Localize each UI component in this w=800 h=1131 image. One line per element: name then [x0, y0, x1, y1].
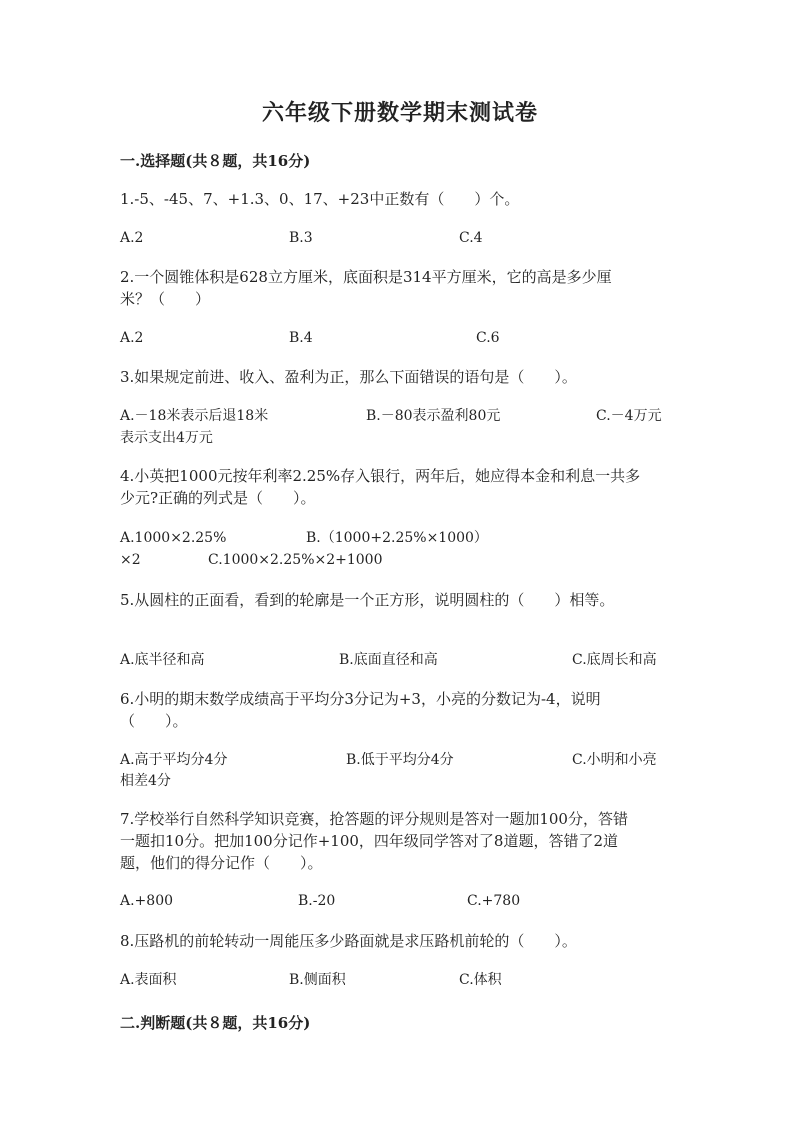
option-a: A.高于平均分4分: [120, 752, 228, 768]
question-stem-line: 3.如果规定前进、收入、盈利为正，那么下面错误的语句是（ ）。: [120, 368, 577, 386]
question-6: [120, 688, 680, 732]
question-8: [120, 930, 680, 952]
section-heading-choice: 一.选择题(共８题，共16分): [120, 152, 311, 170]
question-3: [120, 366, 680, 388]
option-c: C.6: [476, 330, 500, 346]
option-c: C.+780: [467, 893, 521, 909]
option-c: C.－4万元: [596, 408, 662, 424]
question-stem-line: 2.一个圆锥体积是628立方厘米，底面积是314平方厘米，它的高是多少厘: [120, 268, 612, 286]
question-stem-line: （ ）。: [120, 712, 188, 730]
question-stem-line: 8.压路机的前轮转动一周能压多少路面就是求压路机前轮的（ ）。: [120, 932, 577, 950]
section-heading-judgement: 二.判断题(共８题，共16分): [120, 1014, 311, 1032]
option-c: C.小明和小亮: [572, 752, 657, 768]
option-b: B.-20: [298, 893, 336, 909]
option-a: A.1000×2.25%: [120, 530, 227, 546]
question-5: [120, 589, 680, 611]
question-stem-line: 题，他们的得分记作（ ）。: [120, 854, 323, 872]
option-a: A.2: [120, 330, 144, 346]
option-c: C.4: [459, 230, 483, 246]
page-title: 六年级下册数学期末测试卷: [261, 100, 538, 126]
option-a: A.－18米表示后退18米: [120, 408, 269, 424]
question-stem-line: 6.小明的期末数学成绩高于平均分3分记为+3，小亮的分数记为-4，说明: [120, 690, 601, 708]
option-c: C.1000×2.25%×2+1000: [208, 552, 383, 568]
option-c: C.底周长和高: [572, 652, 657, 668]
option-continuation: ×2: [120, 552, 141, 568]
question-stem-line: 5.从圆柱的正面看，看到的轮廓是一个正方形，说明圆柱的（ ）相等。: [120, 591, 615, 609]
question-stem-line: 7.学校举行自然科学知识竞赛，抢答题的评分规则是答对一题加100分，答错: [120, 810, 628, 828]
question-7: [120, 808, 680, 874]
question-1: [120, 188, 680, 210]
option-a: A.表面积: [120, 972, 177, 988]
option-continuation: 表示支出4万元: [120, 430, 213, 446]
option-b: B.－80表示盈利80元: [366, 408, 501, 424]
option-continuation: 相差4分: [120, 773, 171, 789]
option-b: B.底面直径和高: [339, 652, 438, 668]
question-stem-line: 米？（ ）: [120, 290, 211, 308]
question-stem-line: 少元?正确的列式是（ ）。: [120, 489, 316, 507]
option-a: A.底半径和高: [120, 652, 205, 668]
option-c: C.体积: [459, 972, 502, 988]
option-b: B.侧面积: [289, 972, 346, 988]
option-b: B.（1000+2.25%×1000）: [306, 530, 488, 546]
option-b: B.低于平均分4分: [346, 752, 454, 768]
option-b: B.4: [289, 330, 313, 346]
question-stem-line: 4.小英把1000元按年利率2.25%存入银行，两年后，她应得本金和利息一共多: [120, 467, 641, 485]
option-b: B.3: [289, 230, 313, 246]
question-4: [120, 465, 680, 509]
question-stem-line: 1.-5、-45、7、+1.3、0、17、+23中正数有（ ）个。: [120, 190, 520, 208]
option-a: A.+800: [120, 893, 174, 909]
question-2: [120, 266, 680, 310]
option-a: A.2: [120, 230, 144, 246]
question-stem-line: 一题扣10分。把加100分记作+100，四年级同学答对了8道题，答错了2道: [120, 832, 619, 850]
